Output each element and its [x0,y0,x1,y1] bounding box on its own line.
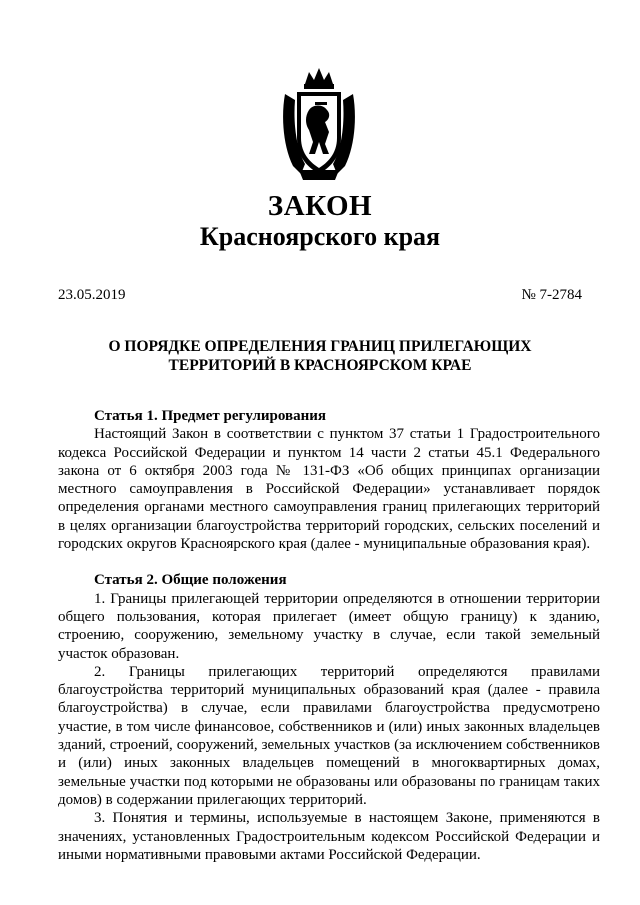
law-heading-line: О ПОРЯДКЕ ОПРЕДЕЛЕНИЯ ГРАНИЦ ПРИЛЕГАЮЩИХ [108,338,532,355]
document-title: ЗАКОН [267,190,373,222]
article-title: Статья 2. Общие положения [94,572,287,589]
law-heading [0,337,640,375]
article-paragraph: Настоящий Закон в соответствии с пунктом 37 статьи 1 Градостроительного кодекса Российской Федерации и пунктом 14 части 2 статьи 45.1 Федерального закона от 6 октября 2003 года № 131-ФЗ «Об общих принципах организации местного самоуправления в Российской Федерации» устанавливает порядок определения органами местного самоуправления границ прилегающих территорий в целях организации благоустройства территорий городских, сельских поселений и городских округов Красноярского края (далее - муниципальные образования края). [58,426,600,553]
article-1 [58,407,600,553]
document-body [58,407,600,864]
spacer [58,553,600,571]
article-paragraph: 3. Понятия и термины, используемые в настоящем Законе, применяются в значениях, установленных Градостроительным кодексом Российской Федерации и иными нормативными правовыми актами Российской Федерации. [58,810,600,863]
document-number: № 7-2784 [521,287,582,303]
article-paragraph: 1. Границы прилегающей территории определяются в отношении территории общего пользования, которая прилегает (имеет общую границу) к зданию, строению, сооружению, земельному участку в случае, если такой земельный участок образован. [58,590,600,662]
article-title: Статья 1. Предмет регулирования [94,408,326,424]
document-subtitle: Красноярского края [199,222,441,251]
coat-of-arms-icon [279,66,359,182]
article-2 [58,571,600,864]
document-date: 23.05.2019 [58,287,126,303]
law-heading-line: ТЕРРИТОРИЙ В КРАСНОЯРСКОМ КРАЕ [168,357,472,374]
article-paragraph: 2. Границы прилегающих территорий определяются правилами благоустройства территорий муниципальных образований края (далее - правила благоустройства) в случае, если правилами благоустройства предусмотрено участие, в том числе финансовое, собственников и (или) иных законных владельцев зданий, строений, сооружений, земельных участков (за исключением собственников и (или) иных законных владельцев помещений в многоквартирных домах, земельные участки под которыми не образованы или образованы по границам таких домов) в содержании прилегающих территорий. [58,663,600,808]
